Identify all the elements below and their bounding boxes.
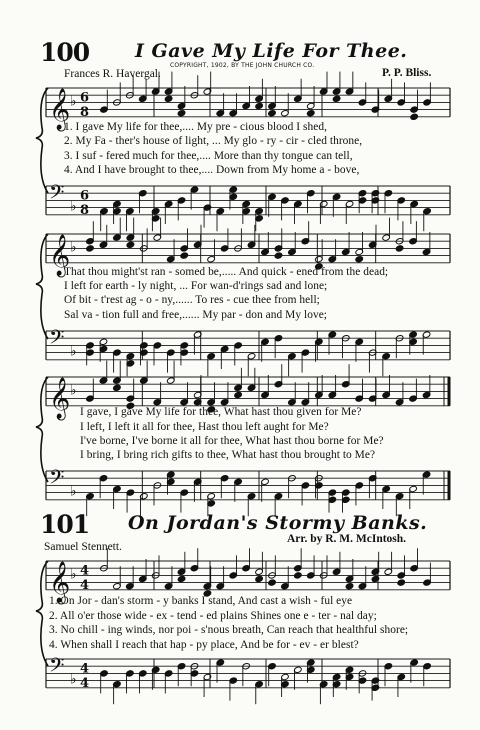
hymn-title: I Gave My Life For Thee. bbox=[135, 40, 408, 62]
refrain-verse-3: I've borne, I've borne it all for thee, What hast thou borne for Me? bbox=[80, 435, 384, 447]
verse-2-line-2: I left for earth - ly night, ... For wan-d'rings sad and lone; bbox=[64, 280, 328, 292]
bass-clef-icon: 𝄢 bbox=[49, 180, 65, 209]
bass-staff-system-3 bbox=[0, 463, 480, 509]
notes-group bbox=[86, 218, 431, 270]
verse-1-line-1: 1. I gave My life for thee,.... My pre - cious blood I shed, bbox=[64, 121, 328, 133]
svg-text:8: 8 bbox=[80, 202, 90, 218]
key-signature-flat-icon: ♭ bbox=[70, 382, 77, 399]
hymn-101-verse-4: 4. When shall I reach that hap - py place, And be for - ev - er blest? bbox=[49, 639, 359, 651]
refrain-verse-4: I bring, I bring rich gifts to thee, What hast thou brought to Me? bbox=[80, 449, 376, 461]
hymn-101-verse-1: 1. On Jor - dan's storm - y banks I stand, And cast a wish - ful eye bbox=[49, 595, 353, 607]
verse-1-line-2: That thou might'st ran - somed be,..... And quick - ened from the dead; bbox=[64, 266, 389, 278]
bass-clef-icon: 𝄢 bbox=[49, 465, 65, 494]
music-credit-101: Arr. by R. M. McIntosh. bbox=[287, 533, 407, 545]
treble-clef-icon: 𝄞 bbox=[49, 377, 71, 419]
verse-4-line-1: 4. And I have brought to thee,.... Down from My home a - bove, bbox=[64, 164, 360, 176]
key-signature-flat-icon: ♭ bbox=[70, 483, 77, 500]
system-brace-icon bbox=[34, 561, 54, 671]
time-signature-icon: 6 bbox=[80, 90, 90, 106]
bass-clef-icon: 𝄢 bbox=[49, 653, 65, 682]
svg-text:4: 4 bbox=[80, 577, 90, 593]
svg-text:8: 8 bbox=[80, 104, 90, 120]
treble-clef-icon: 𝄞 bbox=[49, 88, 71, 130]
hymn-number-101: 101 bbox=[40, 510, 90, 539]
time-signature-icon: 4 bbox=[80, 661, 90, 677]
refrain-verse-2: I left, I left it all for thee, Hast thou left aught for Me? bbox=[80, 421, 329, 433]
hymn-101-verse-2: 2. All o'er those wide - ex - tend - ed plains Shines one e - ter - nal day; bbox=[49, 610, 377, 622]
key-signature-flat-icon: ♭ bbox=[70, 566, 77, 583]
svg-text:4: 4 bbox=[80, 675, 90, 691]
treble-clef-icon: 𝄞 bbox=[49, 561, 71, 603]
notes-group bbox=[86, 471, 431, 516]
hymn-title-101: On Jordan's Stormy Banks. bbox=[128, 512, 428, 534]
words-credit: Frances R. Havergal. bbox=[64, 68, 161, 80]
system-brace-icon bbox=[34, 377, 54, 487]
copyright-notice: COPYRIGHT, 1902, BY THE JOHN CHURCH CO. bbox=[170, 62, 315, 69]
bass-staff-hymn-101 bbox=[0, 651, 480, 697]
refrain-verse-1: I gave, I gave My life for thee, What hast thou given for Me? bbox=[80, 406, 362, 418]
system-brace-icon bbox=[34, 234, 54, 344]
key-signature-flat-icon: ♭ bbox=[70, 198, 77, 215]
key-signature-flat-icon: ♭ bbox=[70, 239, 77, 256]
bass-staff-system-1 bbox=[0, 178, 480, 224]
verse-3-line-2: Of bit - t'rest ag - o - ny,...... To res - cue thee from hell; bbox=[64, 294, 320, 306]
system-brace-icon bbox=[34, 88, 54, 198]
verse-4-line-2: Sal va - tion full and free,...... My par - don and My love; bbox=[64, 309, 328, 321]
treble-clef-icon: 𝄞 bbox=[49, 234, 71, 276]
time-signature-icon: 6 bbox=[80, 188, 90, 204]
key-signature-flat-icon: ♭ bbox=[70, 93, 77, 110]
hymn-101-verse-3: 3. No chill - ing winds, nor poi - s'nous breath, Can reach that healthful shore; bbox=[49, 624, 409, 636]
key-signature-flat-icon: ♭ bbox=[70, 671, 77, 688]
bass-staff-system-2 bbox=[0, 323, 480, 369]
music-credit: P. P. Bliss. bbox=[382, 67, 432, 79]
time-signature-icon: 4 bbox=[80, 563, 90, 579]
staff-lines bbox=[46, 88, 450, 117]
words-credit-101: Samuel Stennett. bbox=[44, 541, 122, 553]
bass-clef-icon: 𝄢 bbox=[49, 325, 65, 354]
verse-3-line-1: 3. I suf - fered much for thee,.... More than thy tongue can tell, bbox=[64, 150, 353, 162]
verse-2-line-1: 2. My Fa - ther's house of light, ... My glo - ry - cir - cled throne, bbox=[64, 135, 363, 147]
hymn-number: 100 bbox=[40, 38, 90, 67]
key-signature-flat-icon: ♭ bbox=[70, 343, 77, 360]
